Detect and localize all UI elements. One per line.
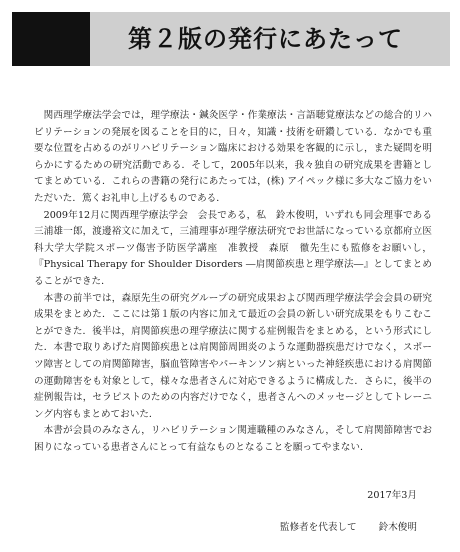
heading-band (12, 12, 450, 66)
paragraph-3: 本書の前半では，森原先生の研究グループの研究成果および関西理学療法学会会員の研究成果をまとめた．ここには第１版の内容に加えて最近の会員の新しい研究成果をもりこむことができた．後半は，肩関節疾患の理学療法に関する症例報告をまとめる，という形式にした．本書で取りあげた肩関節疾患とは肩関節周囲炎のような運動器疾患だけでなく，スポーツ障害としての肩関節障害，脳血管障害やパーキンソン病といった神経疾患における肩関節の運動障害をも対象として，様々な患者さんに対応できるように構成した．さらに，後半の症例報告は，セラピストのための内容だけでなく，患者さんへのメッセージとしてトレーニング内容もまとめておいた． (34, 292, 432, 420)
signature-name: 鈴木俊明 (378, 522, 417, 533)
publication-date: 2017年3月 (367, 490, 417, 501)
paragraph-1: 関西理学療法学会では，理学療法・鍼灸医学・作業療法・言語聴覚療法などの総合的リハビリテーションの発展を図ることを目的に，日々，知識・技術を研鑽している．なかでも重要な位置を占めるのがリハビリテーション臨床における効果を客観的に示し，また疑問を明らかにするための研究活動である．そして，2005年以来，我々独自の研究成果を書籍としてまとめている．これらの書籍の発行にあたっては，(株) アイペック様に多大なご協力をいただいた．篤くお礼申し上げるものである． (34, 110, 432, 204)
paragraph-4: 本書が会員のみなさん，リハビリテーション関連職種のみなさん，そして肩関節障害でお困りになっている患者さんにとって有益なものとなることを願ってやまない． (34, 425, 432, 453)
heading-black-block (12, 12, 90, 66)
paragraph-2: 2009年12月に関西理学療法学会 会長である，私 鈴木俊明，いずれも同会理事である三浦雄一郎，渡邊裕文に加えて，三浦理事が理学療法研究でお世話になっている京都府立医科大学大学院スポーツ傷害予防医学講座 准教授 森原 徹先生にも監修をお願いし，『Physical Therapy for Shoulder Disorders ―肩関節疾患と理学療法―』としてまとめることができた． (34, 209, 432, 287)
page-title: 第２版の発行にあたって (128, 24, 403, 53)
preface-body (34, 108, 432, 456)
signature-line (280, 521, 417, 535)
signature-role: 監修者を代表して (279, 522, 357, 533)
